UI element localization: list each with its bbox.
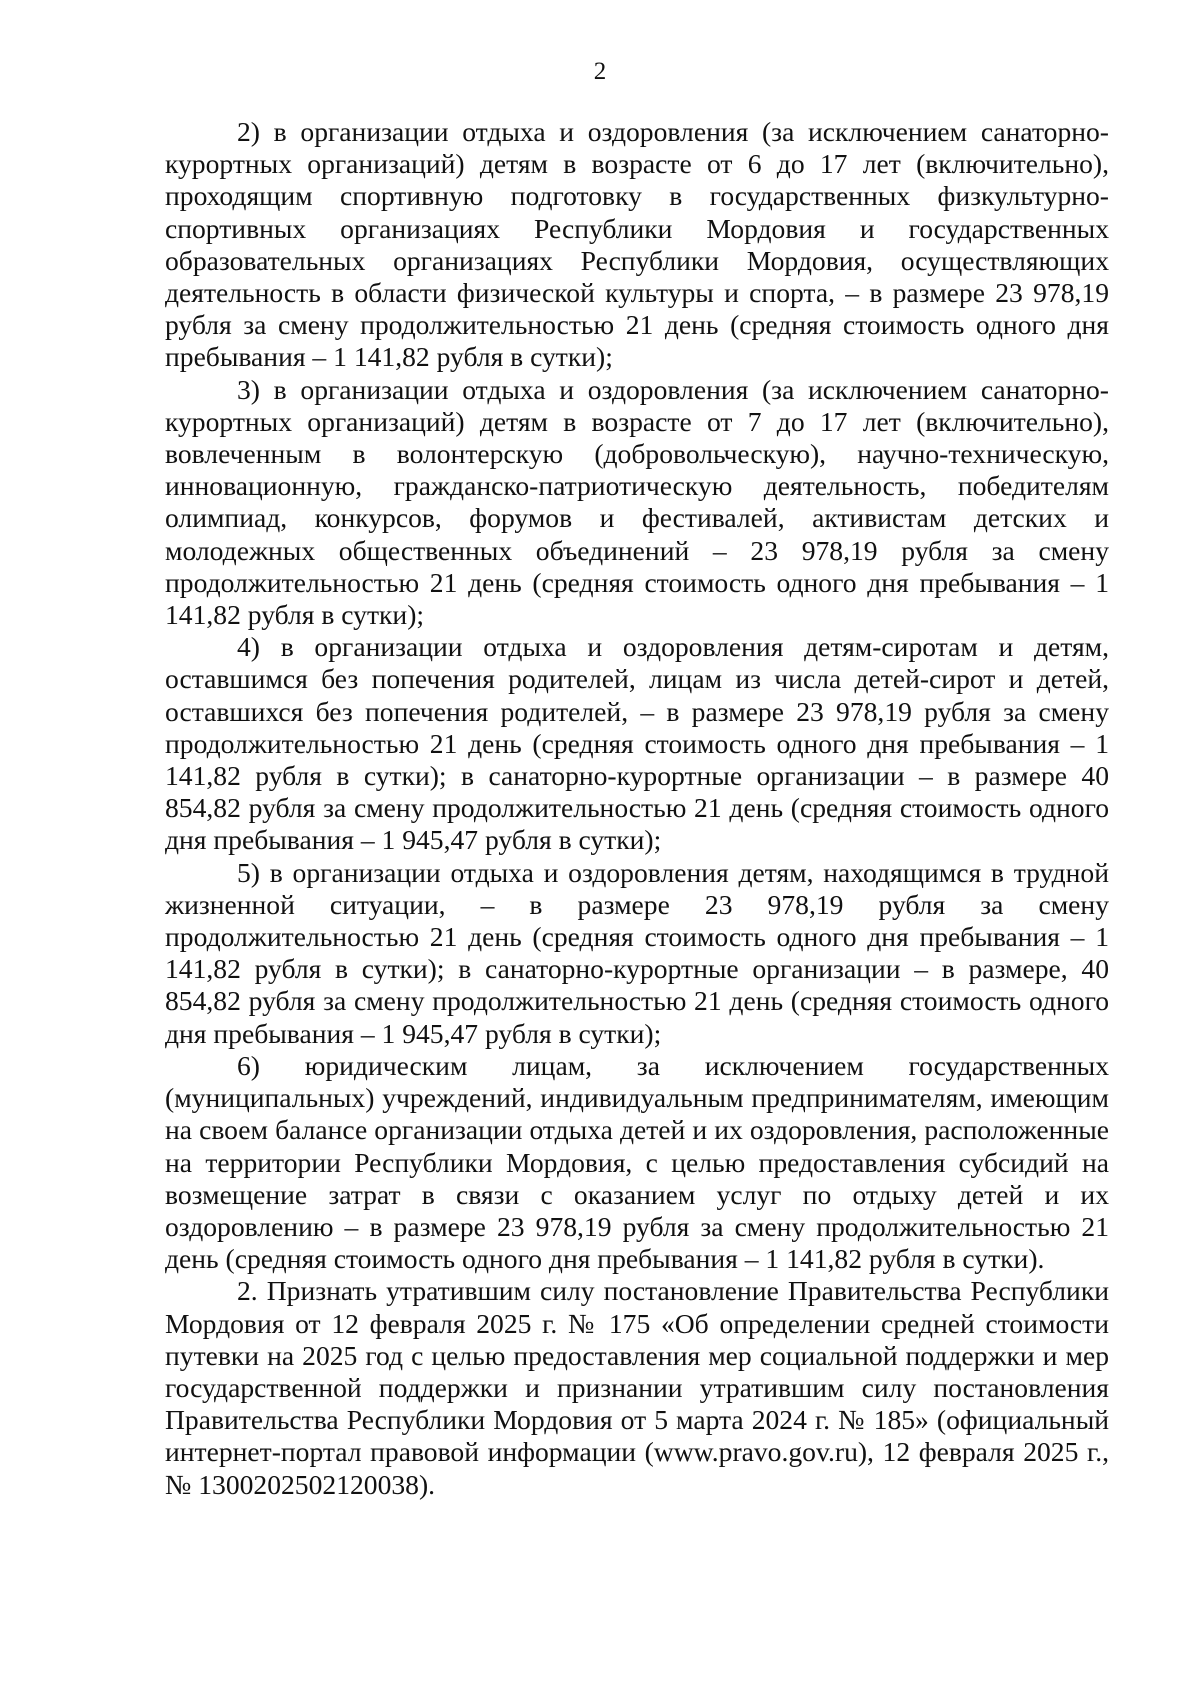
paragraph-item-6: 6) юридическим лицам, за исключением государственных (муниципальных) учреждений, индивидуальным предпринимателям, имеющим на своем балансе организации отдыха детей и их оздоровления, расположенные на территории Республики Мордовия, с целью предоставления субсидий на возмещение затрат в связи с оказанием услуг по отдыху детей и их оздоровлению – в размере 23 978,19 рубля за смену продолжительностью 21 день (средняя стоимость одного дня пребывания – 1 141,82 рубля в сутки). [165,1049,1109,1275]
paragraph-clause-2: 2. Признать утратившим силу постановление Правительства Республики Мордовия от 12 февраля 2025 г. № 175 «Об определении средней стоимости путевки на 2025 год с целью предоставления мер социальной поддержки и мер государственной поддержки и признании утратившим силу постановления Правительства Республики Мордовия от 5 марта 2024 г. № 185» (официальный интернет-портал правовой информации (www.pravo.gov.ru), 12 февраля 2025 г., № 1300202502120038). [165,1275,1109,1500]
paragraph-item-5: 5) в организации отдыха и оздоровления детям, находящимся в трудной жизненной ситуации, – в размере 23 978,19 рубля за смену продолжительностью 21 день (средняя стоимость одного дня пребывания – 1 141,82 рубля в сутки); в санаторно-курортные организации – в размере, 40 854,82 рубля за смену продолжительностью 21 день (средняя стоимость одного дня пребывания – 1 945,47 рубля в сутки); [165,856,1109,1049]
document-body [165,116,1109,1501]
paragraph-item-4: 4) в организации отдыха и оздоровления детям-сиротам и детям, оставшимся без попечения родителей, лицам из числа детей-сирот и детей, оставшихся без попечения родителей, – в размере 23 978,19 рубля за смену продолжительностью 21 день (средняя стоимость одного дня пребывания – 1 141,82 рубля в сутки); в санаторно-курортные организации – в размере 40 854,82 рубля за смену продолжительностью 21 день (средняя стоимость одного дня пребывания – 1 945,47 рубля в сутки); [165,631,1109,856]
paragraph-item-2: 2) в организации отдыха и оздоровления (за исключением санаторно-курортных организаций) детям в возрасте от 6 до 17 лет (включительно), проходящим спортивную подготовку в государственных физкультурно-спортивных организациях Республики Мордовия и государственных образовательных организациях Республики Мордовия, осуществляющих деятельность в области физической культуры и спорта, – в размере 23 978,19 рубля за смену продолжительностью 21 день (средняя стоимость одного дня пребывания – 1 141,82 рубля в сутки); [165,116,1109,373]
page-number: 2 [593,58,607,85]
paragraph-item-3: 3) в организации отдыха и оздоровления (за исключением санаторно-курортных организаций) детям в возрасте от 7 до 17 лет (включительно), вовлеченным в волонтерскую (добровольческую), научно-техническую, инновационную, гражданско-патриотическую деятельность, победителям олимпиад, конкурсов, форумов и фестивалей, активистам детских и молодежных общественных объединений – 23 978,19 рубля за смену продолжительностью 21 день (средняя стоимость одного дня пребывания – 1 141,82 рубля в сутки); [165,373,1109,631]
